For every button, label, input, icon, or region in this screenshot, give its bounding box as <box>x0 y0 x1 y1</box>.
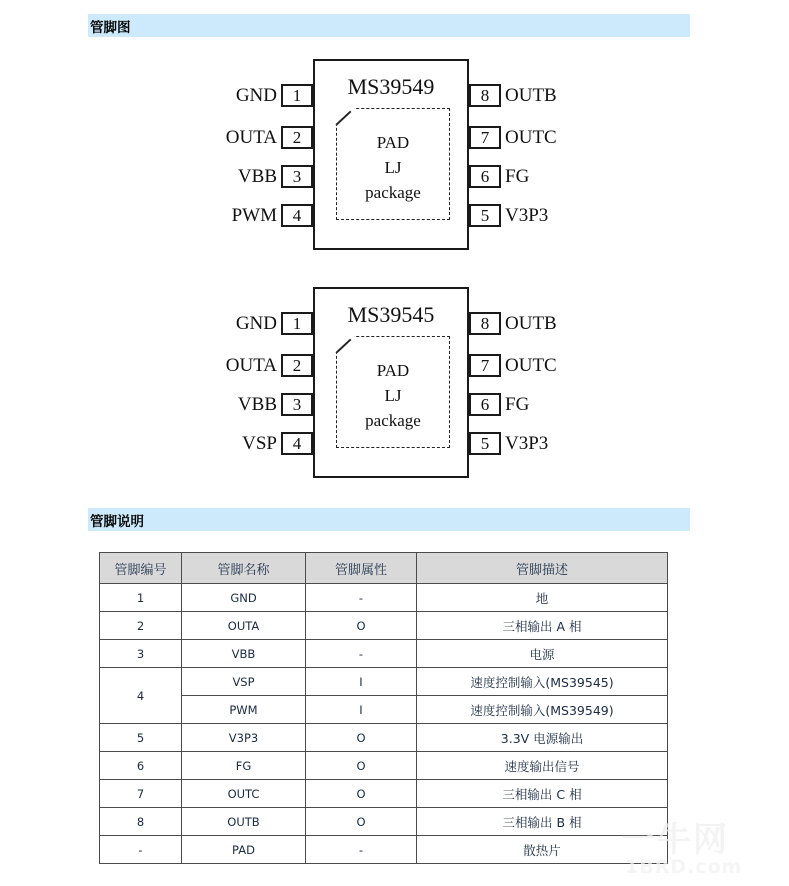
cell-pin-attribute: O <box>306 780 417 808</box>
cell-pin-description: 速度控制输入(MS39549) <box>417 696 668 724</box>
table-row <box>100 584 668 612</box>
chip-part-number: MS39549 <box>347 74 435 99</box>
pin-box-right-7: 7 <box>469 354 501 377</box>
cell-pin-number: 4 <box>100 668 182 724</box>
cell-pin-name: OUTB <box>182 808 306 836</box>
table-row <box>100 612 668 640</box>
pin-box-left-4: 4 <box>281 204 313 227</box>
pin-label-left-1: GND <box>235 85 277 106</box>
pin-box-left-3: 3 <box>281 165 313 188</box>
cell-pin-description: 速度控制输入(MS39545) <box>417 668 668 696</box>
cell-pin-description: 地 <box>417 584 668 612</box>
cell-pin-number: 5 <box>100 724 182 752</box>
watermark-chinese-text: 一牛网 <box>621 820 729 860</box>
cell-pin-description: 三相输出 C 相 <box>417 780 668 808</box>
cell-pin-attribute: O <box>306 724 417 752</box>
cell-pin-number: 3 <box>100 640 182 668</box>
pin-box-right-8: 8 <box>469 312 501 335</box>
pad-label-line-3: package <box>365 183 421 202</box>
pad-label-line-1: PAD <box>376 133 410 152</box>
pin-label-right-6: FG <box>505 166 530 187</box>
cell-pin-name: V3P3 <box>182 724 306 752</box>
cell-pin-number: 8 <box>100 808 182 836</box>
cell-pin-attribute: O <box>306 752 417 780</box>
section-title-pin-description: 管脚说明 <box>90 513 144 530</box>
pad-label-line-2: LJ <box>384 386 402 405</box>
column-header-pin-number: 管脚编号 <box>100 553 182 584</box>
cell-pin-description: 散热片 <box>417 836 668 864</box>
pin-label-right-8: OUTB <box>505 313 557 334</box>
cell-pin-description: 三相输出 A 相 <box>417 612 668 640</box>
pin-box-left-2: 2 <box>281 354 313 377</box>
cell-pin-name: OUTC <box>182 780 306 808</box>
pin-label-right-7: OUTC <box>505 127 557 148</box>
pad-label-line-3: package <box>365 411 421 430</box>
table-row <box>100 752 668 780</box>
pin-label-left-4: VSP <box>242 433 277 454</box>
table-row <box>100 724 668 752</box>
table-row <box>100 808 668 836</box>
cell-pin-attribute: I <box>306 668 417 696</box>
pin-description-table <box>99 552 668 864</box>
table-row <box>100 836 668 864</box>
table-row <box>100 668 668 696</box>
pin-box-left-2: 2 <box>281 126 313 149</box>
cell-pin-description: 速度输出信号 <box>417 752 668 780</box>
pin-box-left-1: 1 <box>281 84 313 107</box>
cell-pin-number: 1 <box>100 584 182 612</box>
pin-box-left-4: 4 <box>281 432 313 455</box>
cell-pin-description: 3.3V 电源输出 <box>417 724 668 752</box>
cell-pin-description: 电源 <box>417 640 668 668</box>
pin-label-right-8: OUTB <box>505 85 557 106</box>
pin-box-left-1: 1 <box>281 312 313 335</box>
cell-pin-attribute: I <box>306 696 417 724</box>
cell-pin-name: VBB <box>182 640 306 668</box>
cell-pin-name: VSP <box>182 668 306 696</box>
table-row <box>100 696 668 724</box>
pad-label-line-2: LJ <box>384 158 402 177</box>
cell-pin-attribute: - <box>306 836 417 864</box>
cell-pin-attribute: - <box>306 584 417 612</box>
section-header-pin-description <box>88 508 690 531</box>
cell-pin-description: 三相输出 B 相 <box>417 808 668 836</box>
cell-pin-number: - <box>100 836 182 864</box>
cell-pin-number: 2 <box>100 612 182 640</box>
pin-label-left-3: VBB <box>237 394 277 415</box>
pin-box-right-5: 5 <box>469 432 501 455</box>
pad-label-line-1: PAD <box>376 361 410 380</box>
pin-label-left-3: VBB <box>237 166 277 187</box>
cell-pin-number: 6 <box>100 752 182 780</box>
column-header-pin-name: 管脚名称 <box>182 553 306 584</box>
pin-label-left-2: OUTA <box>225 355 277 376</box>
table-row <box>100 640 668 668</box>
section-title-pinout: 管脚图 <box>90 19 131 36</box>
column-header-pin-attribute: 管脚属性 <box>306 553 417 584</box>
table-header-row <box>100 553 668 584</box>
pin-box-left-3: 3 <box>281 393 313 416</box>
pin-box-right-8: 8 <box>469 84 501 107</box>
pin-box-right-6: 6 <box>469 165 501 188</box>
pin-label-right-5: V3P3 <box>505 205 549 226</box>
cell-pin-name: GND <box>182 584 306 612</box>
pin-label-left-2: OUTA <box>225 127 277 148</box>
pin-box-right-5: 5 <box>469 204 501 227</box>
cell-pin-name: PWM <box>182 696 306 724</box>
chip-part-number: MS39545 <box>347 302 435 327</box>
cell-pin-name: OUTA <box>182 612 306 640</box>
pin-label-left-4: PWM <box>231 205 277 226</box>
pin-label-right-7: OUTC <box>505 355 557 376</box>
watermark-english-text: 1BRD.com <box>625 856 743 878</box>
pin-box-right-6: 6 <box>469 393 501 416</box>
pin-box-right-7: 7 <box>469 126 501 149</box>
table-row <box>100 780 668 808</box>
cell-pin-name: PAD <box>182 836 306 864</box>
pin-label-left-1: GND <box>235 313 277 334</box>
cell-pin-attribute: - <box>306 640 417 668</box>
cell-pin-number: 7 <box>100 780 182 808</box>
column-header-pin-description: 管脚描述 <box>417 553 668 584</box>
pin-label-right-5: V3P3 <box>505 433 549 454</box>
cell-pin-name: FG <box>182 752 306 780</box>
cell-pin-attribute: O <box>306 612 417 640</box>
pin-label-right-6: FG <box>505 394 530 415</box>
cell-pin-attribute: O <box>306 808 417 836</box>
